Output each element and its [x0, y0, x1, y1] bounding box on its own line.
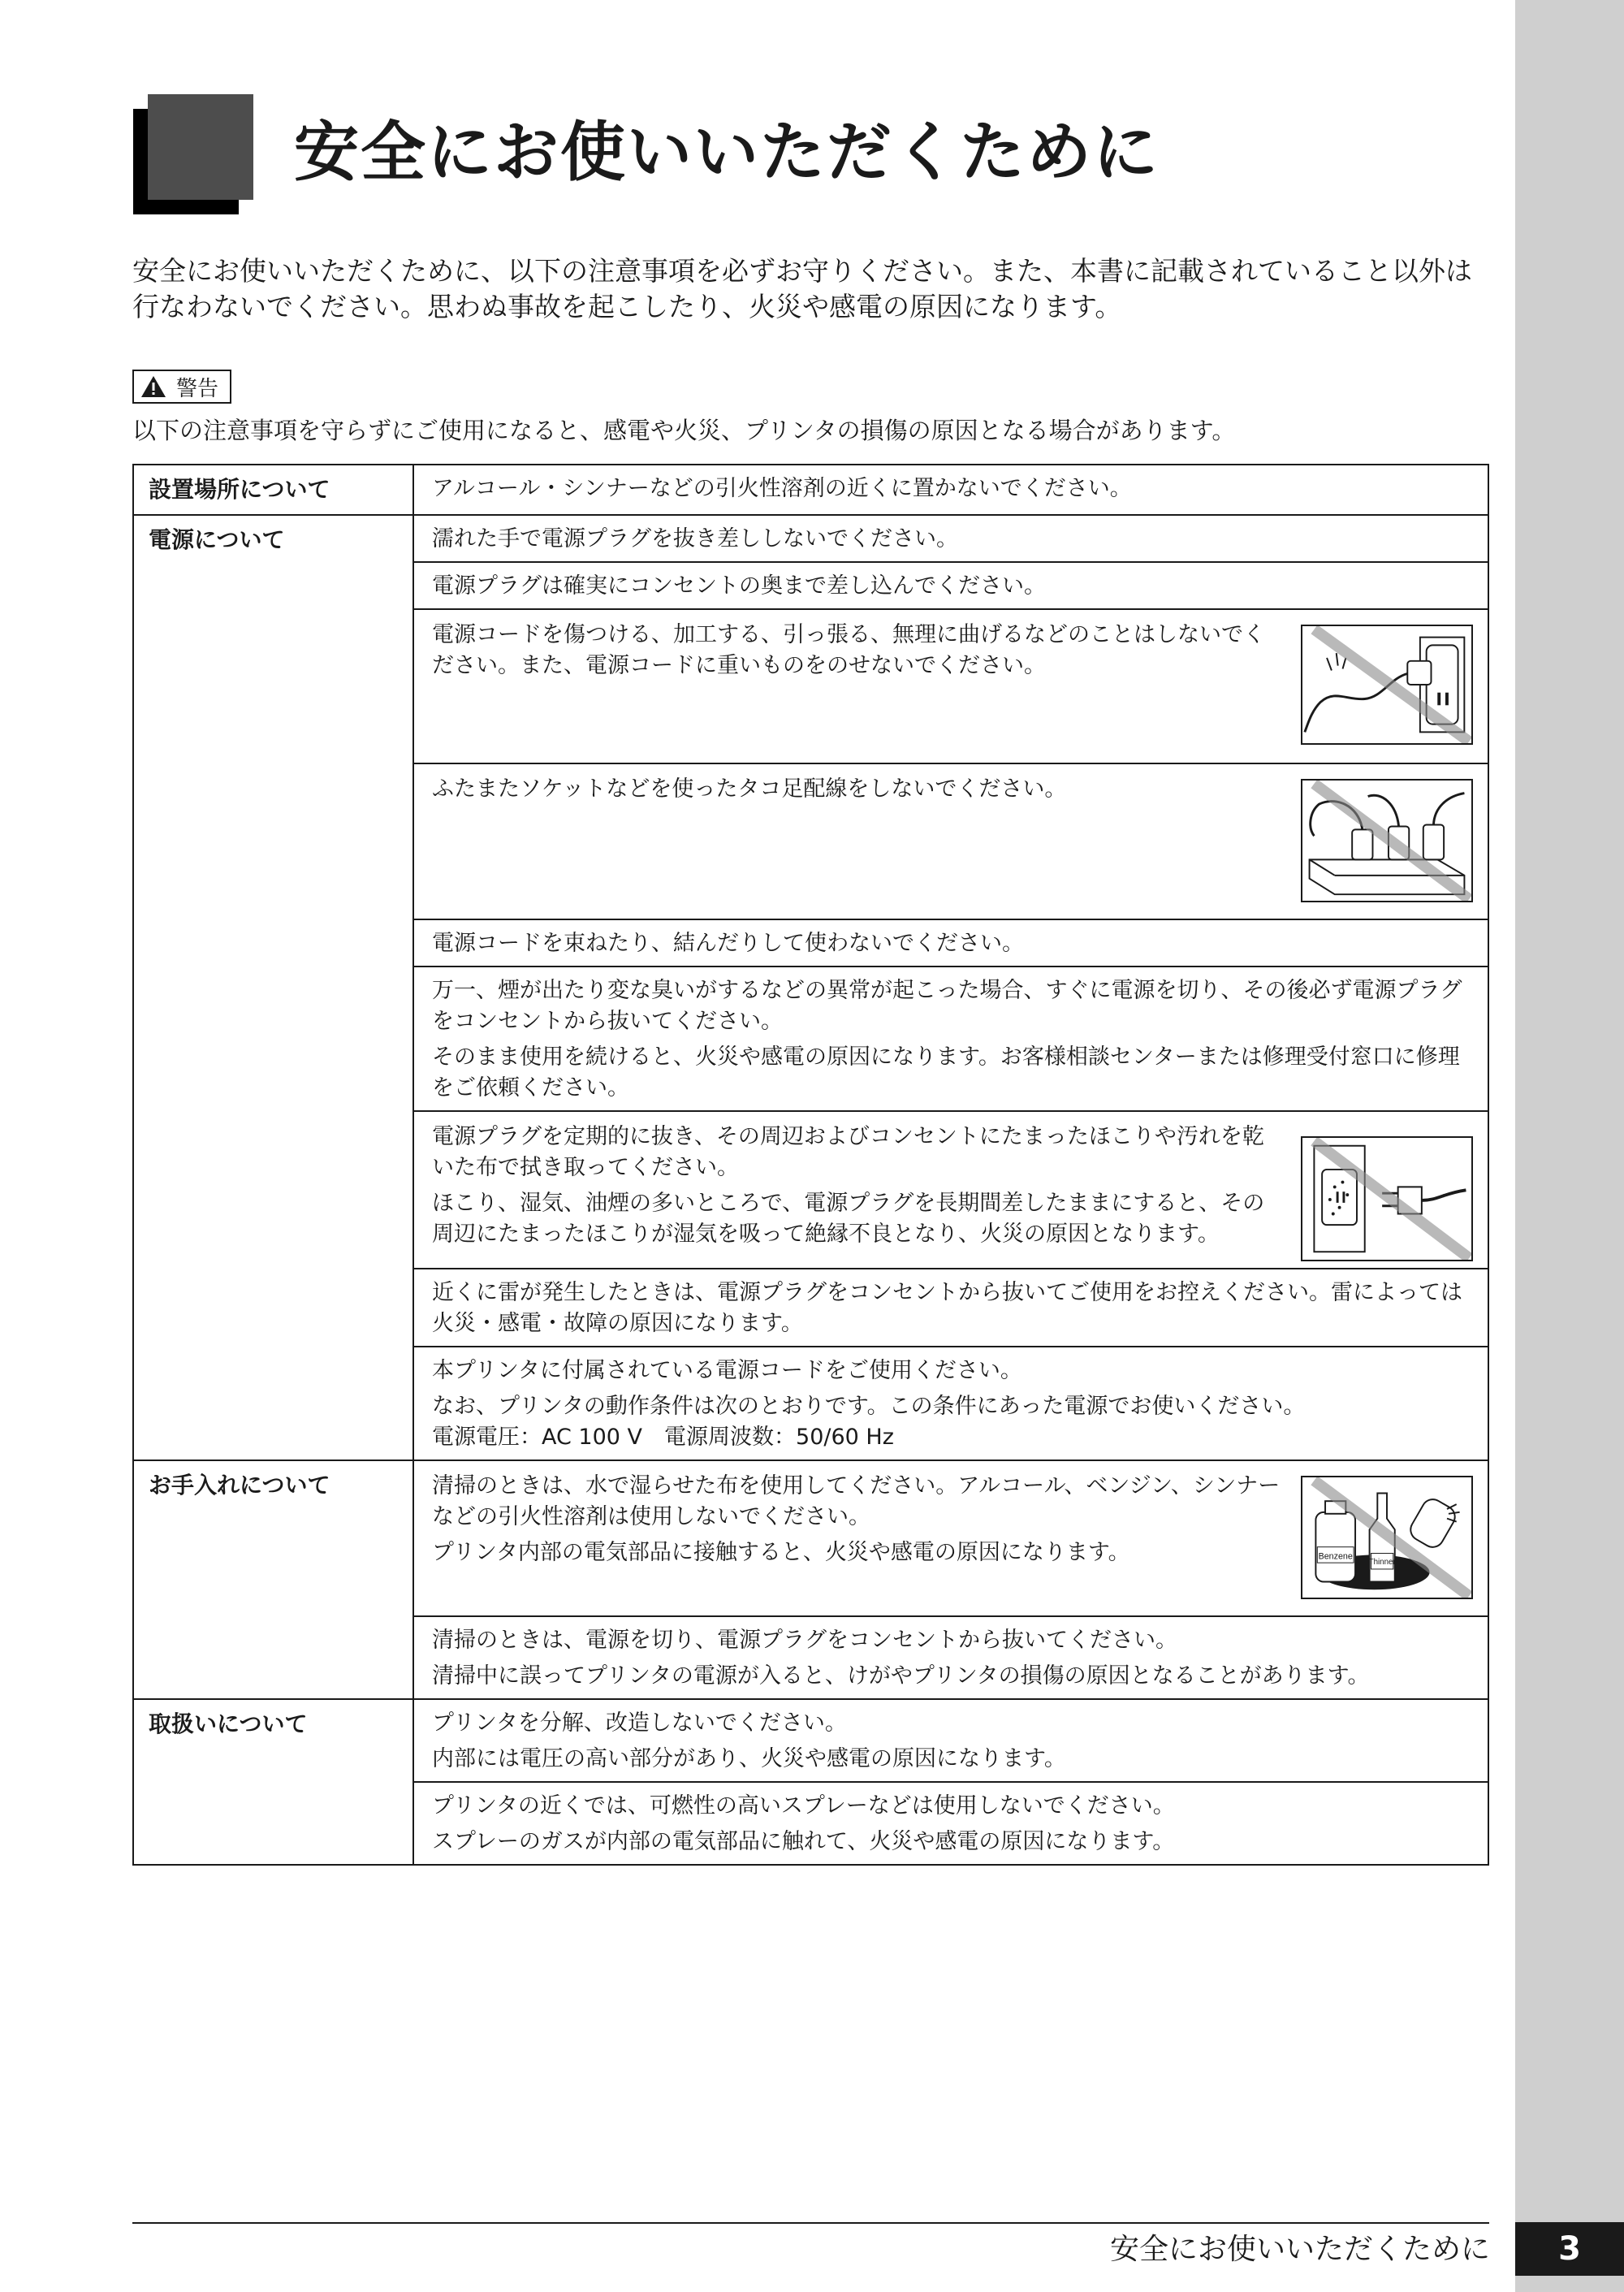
category-care: お手入れについて	[133, 1460, 413, 1699]
cell-text: 電源プラグは確実にコンセントの奥まで差し込んでください。	[432, 573, 1046, 599]
table-row	[133, 1699, 1488, 1782]
warning-label: 警告	[176, 376, 219, 401]
cell-text: 近くに雷が発生したときは、電源プラグをコンセントから抜いてご使用をお控えください。雷によっては火災・感電・故障の原因になります。	[432, 1280, 1462, 1336]
side-tab-strip	[1515, 0, 1624, 2292]
warning-triangle-icon	[140, 375, 166, 398]
page-title: 安全にお使いいただくために	[294, 115, 1160, 190]
cell-text: 内部には電圧の高い部分があり、火災や感電の原因になります。	[432, 1746, 1066, 1771]
solvent-prohibited-icon	[1301, 1476, 1473, 1599]
table-cell	[413, 763, 1488, 919]
cell-text: 清掃中に誤ってプリンタの電源が入ると、けがやプリンタの損傷の原因となることがあります。	[432, 1663, 1370, 1689]
table-cell	[413, 1616, 1488, 1699]
category-install: 設置場所について	[133, 465, 413, 515]
cell-text: プリンタ内部の電気部品に接触すると、火災や感電の原因になります。	[432, 1540, 1130, 1565]
table-cell	[413, 1782, 1488, 1865]
footer-rule	[132, 2222, 1489, 2224]
octopus-wiring-prohibited-icon	[1301, 779, 1473, 902]
table-cell	[413, 1699, 1488, 1782]
cell-text: 万一、煙が出たり変な臭いがするなどの異常が起こった場合、すぐに電源を切り、その後必ず電源プラグをコンセントから抜いてください。	[432, 978, 1462, 1034]
bottle-label-benzene: Benzene	[1318, 1551, 1353, 1562]
cord-damage-prohibited-icon	[1301, 625, 1473, 745]
table-cell	[413, 609, 1488, 763]
table-cell	[413, 1269, 1488, 1347]
page-number: 3	[1515, 2222, 1624, 2276]
warning-badge	[132, 370, 231, 404]
dusty-plug-prohibited-icon	[1301, 1136, 1473, 1261]
cell-text: プリンタを分解、改造しないでください。	[432, 1710, 847, 1736]
cell-text: アルコール・シンナーなどの引火性溶剤の近くに置かないでください。	[432, 476, 1132, 501]
table-row	[133, 515, 1488, 562]
cell-text: 清掃のときは、電源を切り、電源プラグをコンセントから抜いてください。	[432, 1628, 1177, 1653]
category-power: 電源について	[133, 515, 413, 1460]
safety-table	[132, 464, 1489, 1866]
cell-text: プリンタの近くでは、可燃性の高いスプレーなどは使用しないでください。	[432, 1793, 1175, 1818]
cell-text: 電源プラグを定期的に抜き、その周辺およびコンセントにたまったほこりや汚れを乾いた布で拭き取ってください。	[432, 1124, 1264, 1180]
table-cell	[413, 465, 1488, 515]
cell-text: なお、プリンタの動作条件は次のとおりです。この条件にあった電源でお使いください。	[432, 1394, 1306, 1419]
table-cell	[413, 515, 1488, 562]
category-handling: 取扱いについて	[133, 1699, 413, 1865]
table-cell	[413, 967, 1488, 1111]
cell-text: 清掃のときは、水で湿らせた布を使用してください。アルコール、ベンジン、シンナーなどの引火性溶剤は使用しないでください。	[432, 1473, 1281, 1529]
table-row	[133, 1460, 1488, 1616]
table-cell	[413, 1460, 1488, 1616]
table-cell	[413, 1111, 1488, 1269]
cell-text: ふたまたソケットなどを使ったタコ足配線をしないでください。	[432, 776, 1067, 802]
power-spec-text: 電源電圧：AC 100 V 電源周波数：50/60 Hz	[432, 1425, 894, 1450]
table-row	[133, 465, 1488, 515]
cell-text: そのまま使用を続けると、火災や感電の原因になります。お客様相談センターまたは修理受付窓口に修理をご依頼ください。	[432, 1044, 1460, 1101]
table-cell	[413, 1347, 1488, 1460]
cell-text: 本プリンタに付属されている電源コードをご使用ください。	[432, 1358, 1022, 1383]
table-cell	[413, 562, 1488, 609]
cell-text: 電源コードを束ねたり、結んだりして使わないでください。	[432, 931, 1024, 956]
cell-text: 濡れた手で電源プラグを抜き差ししないでください。	[432, 526, 958, 551]
cell-text: スプレーのガスが内部の電気部品に触れて、火災や感電の原因になります。	[432, 1829, 1175, 1854]
title-square-mark	[133, 94, 253, 214]
footer-title: 安全にお使いいただくために	[1109, 2233, 1490, 2266]
cell-text: ほこり、湿気、油煙の多いところで、電源プラグを長期間差したままにすると、その周辺にたまったほこりが湿気を吸って絶縁不良となり、火災の原因となります。	[432, 1191, 1265, 1247]
table-cell	[413, 919, 1488, 967]
warning-lead-text: 以下の注意事項を守らずにご使用になると、感電や火災、プリンタの損傷の原因となる場合があります。	[132, 417, 1236, 444]
bottle-label-thinner: Thinner	[1368, 1558, 1396, 1568]
intro-text: 安全にお使いいただくために、以下の注意事項を必ずお守りください。また、本書に記載されていること以外は行なわないでください。思わぬ事故を起こしたり、火災や感電の原因になります。	[132, 255, 1472, 322]
cell-text: 電源コードを傷つける、加工する、引っ張る、無理に曲げるなどのことはしないでください。また、電源コードに重いものをのせないでください。	[432, 622, 1265, 678]
